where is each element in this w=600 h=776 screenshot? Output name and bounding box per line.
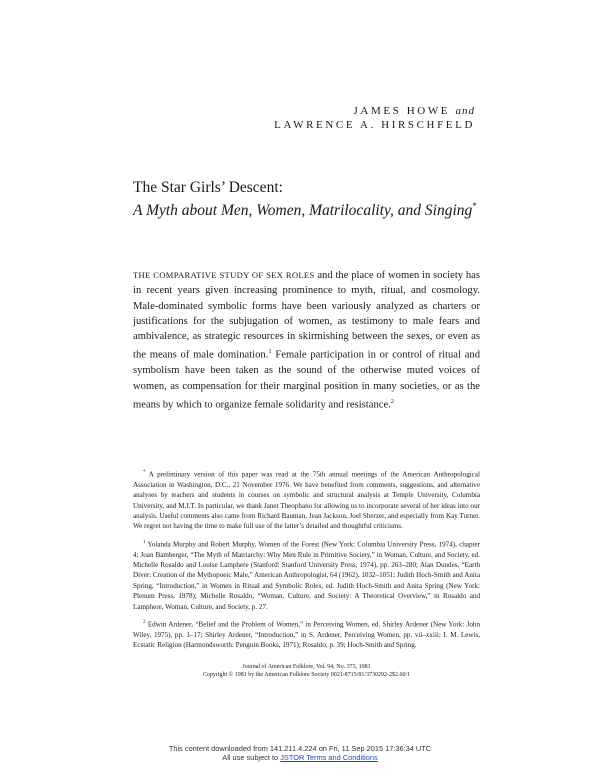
terms-prefix: All use subject to [222,753,281,762]
footnote-mark: * [143,470,146,475]
footnote-text: Edwin Ardener, “Belief and the Problem of Women,” in Perceiving Women, ed. Shirley Ardener (New York: John Wiley, 1975), pp. 1–17; Shirley Ardener, “Introduction,” in S. Ardener, Perceiving Women, pp. vii–xxiii; I. M. Lewis, Ecstatic Religion (Harmondsworth: Penguin Books, 1971); Rosaldo, p. 39; Hoch-Smith and Spring. [133,620,480,650]
author-line-1 [115,104,475,118]
jstor-terms-link[interactable]: JSTOR Terms and Conditions [280,753,378,762]
subtitle-text: A Myth about Men, Women, Matrilocality, and Singing [133,202,473,220]
footnote-mark: 2 [143,620,146,625]
journal-line-1: Journal of American Folklore, Vol. 94, No. 373, 1981 [242,664,371,670]
article-subtitle [133,197,513,220]
opening-paragraph [133,268,480,413]
download-notice [0,744,600,762]
subtitle-footnote-mark: * [472,201,477,211]
download-line-2 [0,753,600,762]
paragraph-text-1: and the place of women in society has in recent years given increasing prominence to myth, ritual, and cosmology. Male-dominated symbolic forms have been variously analyzed as charters or justifications for the subjugation of women, as testimony to male fears and ambivalence, as strategic resources in skirmishing between the sexes, or even as the means of male domination. [133,270,480,362]
footnote-ref-1: 1 [268,348,272,356]
author-conjunction: and [455,105,475,117]
journal-citation [133,664,480,679]
lead-in-smallcaps: THE COMPARATIVE STUDY OF SEX ROLES [133,270,315,280]
footnote-text: A preliminary version of this paper was read at the 75th annual meetings of the American Anthropological Association in Washington, D.C., 21 November 1976. We have benefited from comments, suggestions, and alternative analyses by teachers and students in courses on symbolic and structural analysis at Temple University, Columbia University, and M.I.T. In particular, we thank Janet Theophano for allowing us to incorporate several of her ideas into our analysis. Useful comments also came from Richard Bauman, Jean Jackson, Joel Sherzer, and especially from Kay Turner. We regret not having the time to make full use of the latter’s detailed and thoughtful criticisms. [133,470,480,531]
author-1: JAMES HOWE [353,105,451,117]
title-block [133,178,513,220]
download-line-1: This content downloaded from 141.211.4.224 on Fri, 11 Sep 2015 17:36:34 UTC [168,744,432,753]
footnote-star [133,468,480,532]
author-block [115,104,475,132]
footnotes [133,468,480,657]
copyright-line: Copyright © 1981 by the American Folklore Society 0021-8715/81/3730292-2$2.60/1 [202,671,411,678]
footnote-1 [133,538,480,612]
article-title: The Star Girls’ Descent: [133,179,283,196]
footnote-ref-2: 2 [390,397,395,405]
footnote-2 [133,618,480,651]
author-2: LAWRENCE A. HIRSCHFELD [274,119,475,131]
footnote-mark: 1 [143,539,146,545]
paragraph-text-2: Female participation in or control of ritual and symbolism have been taken as the sound of the otherwise muted voices of women, as compensation for their marginal position in many societies, or as the means by which to organize female solidarity and resistance. [133,350,480,411]
footnote-text: Yolanda Murphy and Robert Murphy, Women of the Forest (New York: Columbia University Press, 1974), chapter 4; Joan Bamberger, “The Myth of Matriarchy: Why Men Rule in Primitive Society,” in Woman, Culture, and Society, ed. Michelle Rosaldo and Louise Lamphere (Stanford: Stanford University Press, 1974), pp. 263–280; Alan Dundes, “Earth Diver: Creation of the Mythopoeic Male,” American Anthropologist, 64 (1962), 1032–1051; Judith Hoch-Smith and Anita Spring, “Introduction,” in Women in Ritual and Symbolic Roles, ed. Judith Hoch-Smith and Anita Spring (New York: Plenum Press, 1978); Michelle Rosaldo, “Woman, Culture, and Society: A Theoretical Overview,” in Rosaldo and Lamphere, Woman, Culture, and Society, p. 27. [133,540,480,611]
